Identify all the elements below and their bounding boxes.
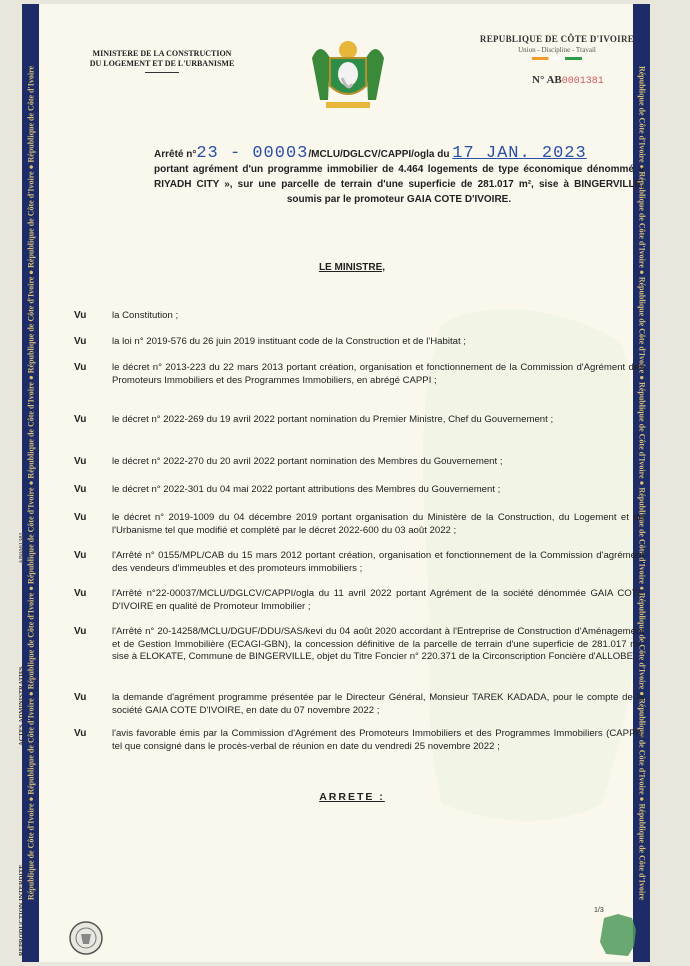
vu-keyword: Vu: [74, 588, 87, 599]
flag-stripe: [532, 57, 582, 60]
vu-keyword: Vu: [74, 456, 87, 467]
vu-keyword: Vu: [74, 512, 87, 523]
vu-keyword: Vu: [74, 550, 87, 561]
republic-name: REPUBLIQUE DE CÔTE D'IVOIRE: [479, 34, 635, 44]
vu-keyword: Vu: [74, 414, 87, 425]
vu-text: le décret n° 2022-270 du 20 avril 2022 portant nomination des Membres du Gouvernement ;: [112, 456, 503, 467]
document-page: [18, 4, 650, 962]
vu-text: la loi n° 2019-576 du 26 juin 2019 instituant code de la Construction et de l'Habitat ;: [112, 336, 466, 347]
minister-heading: LE MINISTRE,: [318, 262, 386, 273]
vu-keyword: Vu: [74, 692, 87, 703]
vu-keyword: Vu: [74, 310, 87, 321]
coat-of-arms-icon: [306, 30, 390, 114]
vu-keyword: Vu: [74, 484, 87, 495]
seal-icon: [68, 920, 104, 956]
vu-text: l'Arrêté n°22-00037/MCLU/DGLCV/CAPPI/ogla du 11 avril 2022 portant Agrément de la société dénommée GAIA COTE D'IVOIRE en qualité de Promoteur Immobilier ;: [112, 588, 644, 612]
vu-text: l'Arrêté n° 20-14258/MCLU/DGUF/DDU/SAS/kevi du 04 août 2020 accordant à l'Entreprise de Construction d'Aménagement et de Gestion Immobilière (ECAGI-GBN), la concession définitive de la parcelle de terrain d'une superficie de 281.017 m², sise à ELOKATE, Commune de BINGERVILLE, objet du Titre Foncier n° 220.371 de la Circonscription Foncière d'ALLOBE ;: [112, 626, 644, 662]
vu-text: l'Arrêté n° 0155/MPL/CAB du 15 mars 2012 portant création, organisation et fonctionnement de la Commission d'agrément des vendeurs d'immeubles et des promoteurs immobiliers ;: [112, 550, 644, 574]
vu-text: la Constitution ;: [112, 310, 179, 321]
left-security-border: [22, 4, 39, 962]
right-border-text: République de Côte d'Ivoire ● République de Côte d'Ivoire ● République de Côte d'Ivoire ● République de Côte d'Ivoire ● République de Côte d'Ivoire ● République de Côte d'Ivoire ● République de Côte d'Ivoire ● République de Côte d'Ivoire: [637, 65, 646, 901]
vu-text: l'avis favorable émis par la Commission d'Agrément des Promoteurs Immobiliers et des Programmes Immobiliers (CAPPI), tel que consigné dans le procès-verbal de réunion en date du vendredi 25 novembre 2022 ;: [112, 728, 644, 752]
decree-title: portant agrément d'un programme immobilier de 4.464 logements de type économique dénommé « RIYADH CITY », sur une parcelle de terrain d'une superficie de 281.017 m², sise à BINGERVILLE, soumis par le promoteur GAIA COTE D'IVOIRE.: [154, 164, 644, 205]
stamped-number: 23 - 00003: [196, 144, 309, 163]
number-label: N° AB: [532, 74, 562, 86]
vu-text: la demande d'agrément programme présentée par le Directeur Général, Monsieur TAREK KADADA, pour le compte de la société GAIA COTE D'IVOIRE, en date du 07 novembre 2022 ;: [112, 692, 644, 716]
cote-divoire-map-icon: [598, 912, 638, 958]
vu-text: le décret n° 2022-301 du 04 mai 2022 portant attributions des Membres du Gouvernement ;: [112, 484, 501, 495]
vu-text: le décret n° 2022-269 du 19 avril 2022 portant nomination du Premier Ministre, Chef du Gouvernement ;: [112, 414, 554, 425]
stamped-date: 17 JAN. 2023: [452, 144, 587, 163]
arrete-heading: ARRETE :: [319, 791, 385, 803]
side-reproduction-interdite: REPRODUCTION INTERDITE: [18, 864, 25, 956]
side-actes-administratifs: ACTES ADMINISTRATIFS: [18, 666, 25, 746]
decree-reference: [154, 144, 654, 163]
page-number: 1/3: [594, 907, 604, 914]
ministry-header: [74, 49, 250, 73]
vu-keyword: Vu: [74, 626, 87, 637]
reference-prefix: Arrêté n°: [154, 149, 197, 160]
reference-path: /MCLU/DGLCV/CAPPI/ogla du: [308, 149, 450, 160]
ministry-line-2: DU LOGEMENT ET DE L'URBANISME: [89, 59, 235, 68]
vu-keyword: Vu: [74, 336, 87, 347]
vu-text: le décret n° 2013-223 du 22 mars 2013 portant création, organisation et fonctionnement de la Commission d'Agrément des Promoteurs Immobiliers et des Programmes Immobiliers, en abrégé CAPPI ;: [112, 362, 644, 386]
ministry-rule: [145, 72, 179, 73]
republic-header: [462, 34, 652, 60]
number-value: 0001381: [561, 76, 604, 87]
vu-text: le décret n° 2019-1009 du 04 décembre 2019 portant organisation du Ministère de la Construction, du Logement et de l'Urbanisme tel que modifié et complété par le décret 2022-600 du 03 août 2022 ;: [112, 512, 644, 536]
vu-keyword: Vu: [74, 728, 87, 739]
document-number: [532, 74, 604, 87]
side-serial: AB0001381: [18, 532, 25, 564]
left-border-text: République de Côte d'Ivoire ● République de Côte d'Ivoire ● République de Côte d'Ivoire ● République de Côte d'Ivoire ● République de Côte d'Ivoire ● République de Côte d'Ivoire ● République de Côte d'Ivoire ● République de Côte d'Ivoire: [26, 65, 35, 901]
ministry-line-1: MINISTERE DE LA CONSTRUCTION: [92, 49, 232, 58]
vu-keyword: Vu: [74, 362, 87, 373]
republic-motto: Union - Discipline - Travail: [518, 46, 596, 54]
